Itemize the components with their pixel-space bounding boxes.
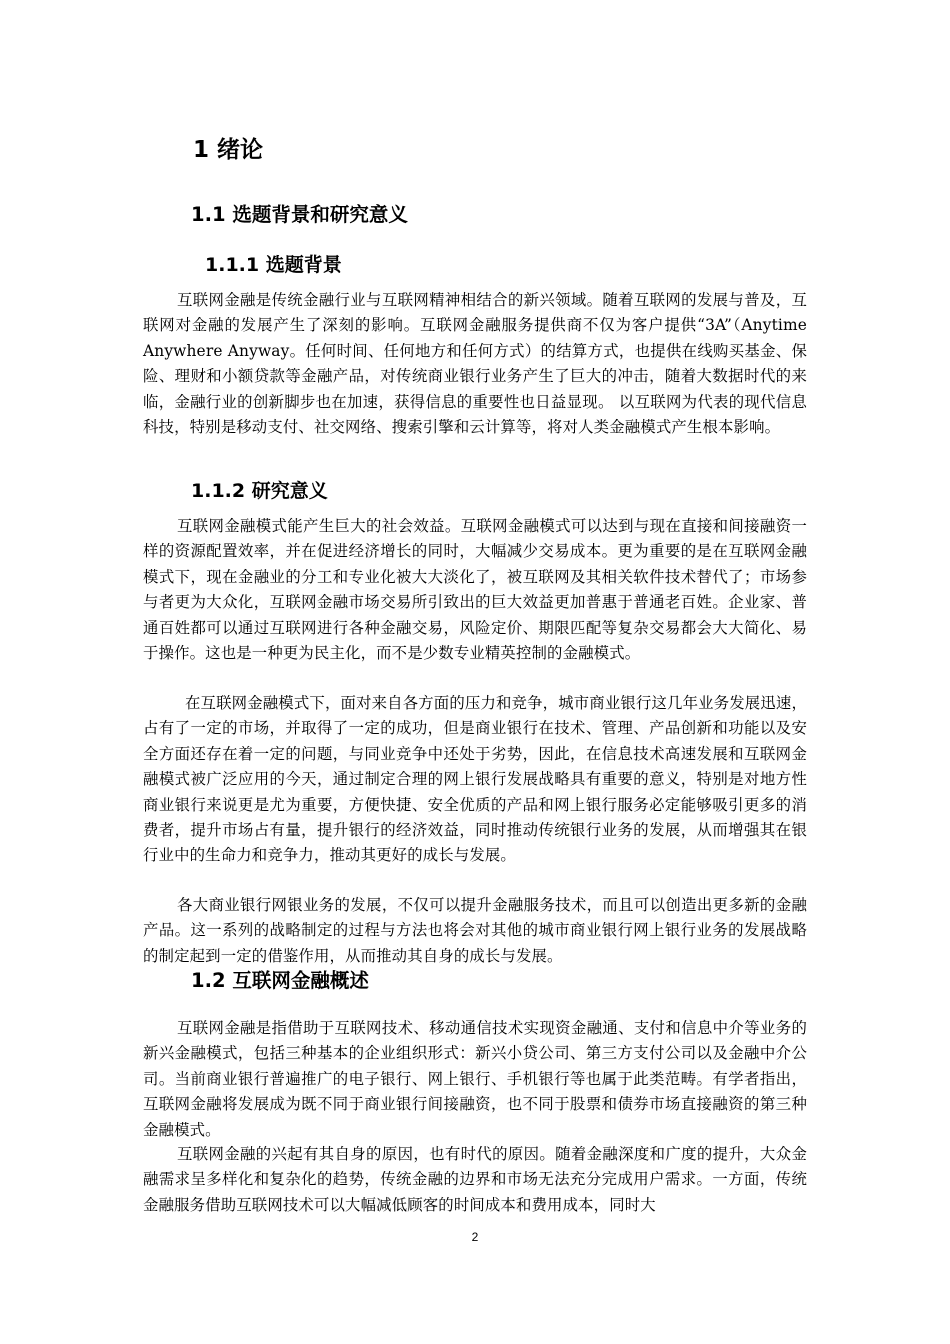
paragraph-overview-2: 互联网金融的兴起有其自身的原因，也有时代的原因。随着金融深度和广度的提升，大众金融需求呈多样化和复杂化的趋势，传统金融的边界和市场无法充分完成用户需求。一方面，传统金融服务借助互联网技术可以大幅减低顾客的时间成本和费用成本，同时大: [143, 1145, 807, 1214]
page-number: 2: [471, 1230, 479, 1244]
paragraph-overview-1: 互联网金融是指借助于互联网技术、移动通信技术实现资金融通、支付和信息中介等业务的新兴金融模式，包括三种基本的企业组织形式：新兴小贷公司、第三方支付公司以及金融中介公司。当前商业银行普遍推广的电子银行、网上银行、手机银行等也属于此类范畴。有学者指出，互联网金融将发展成为既不同于商业银行间接融资，也不同于股票和债券市场直接融资的第三种金融模式。: [143, 1019, 807, 1139]
section-heading-1-1: 1.1 选题背景和研究意义: [191, 203, 408, 226]
chapter-heading: 1 绪论: [193, 137, 264, 163]
paragraph-significance-2: 在互联网金融模式下，面对来自各方面的压力和竞争，城市商业银行这几年业务发展迅速，占有了一定的市场，并取得了一定的成功，但是商业银行在技术、管理、产品创新和功能以及安全方面还存在着一定的问题，与同业竞争中还处于劣势，因此，在信息技术高速发展和互联网金融模式被广泛应用的今天，通过制定合理的网上银行发展战略具有重要的意义，特别是对地方性商业银行来说更是尤为重要，方便快捷、安全优质的产品和网上银行服务必定能够吸引更多的消费者，提升市场占有量，提升银行的经济效益，同时推动传统银行业务的发展，从而增强其在银行业中的生命力和竞争力，推动其更好的成长与发展。: [143, 694, 807, 865]
section-heading-1-2: 1.2 互联网金融概述: [191, 969, 369, 992]
paragraph-significance-1: 互联网金融模式能产生巨大的社会效益。互联网金融模式可以达到与现在直接和间接融资一样的资源配置效率，并在促进经济增长的同时，大幅减少交易成本。更为重要的是在互联网金融模式下，现在金融业的分工和专业化被大大淡化了，被互联网及其相关软件技术替代了；市场参与者更为大众化，互联网金融市场交易所引致出的巨大效益更加普惠于普通老百姓。企业家、普通百姓都可以通过互联网进行各种金融交易，风险定价、期限匹配等复杂交易都会大大简化、易于操作。这也是一种更为民主化，而不是少数专业精英控制的金融模式。: [143, 517, 807, 663]
paragraph-significance-3: 各大商业银行网银业务的发展，不仅可以提升金融服务技术，而且可以创造出更多新的金融产品。这一系列的战略制定的过程与方法也将会对其他的城市商业银行网上银行业务的发展战略的制定起到一定的借鉴作用，从而推动其自身的成长与发展。: [143, 896, 807, 965]
paragraph-background: 互联网金融是传统金融行业与互联网精神相结合的新兴领域。随着互联网的发展与普及，互联网对金融的发展产生了深刻的影响。互联网金融服务提供商不仅为客户提供“3A”（Anytime Anywhere Anyway。任何时间、任何地方和任何方式）的结算方式，也提供在线购买基金、保险、理财和小额贷款等金融产品，对传统商业银行业务产生了巨大的冲击，随着大数据时代的来临，金融行业的创新脚步也在加速，获得信息的重要性也日益显现。 以互联网为代表的现代信息科技，特别是移动支付、社交网络、搜索引擎和云计算等，将对人类金融模式产生根本影响。: [143, 291, 807, 437]
subsection-heading-1-1-2: 1.1.2 研究意义: [191, 480, 328, 502]
subsection-heading-1-1-1: 1.1.1 选题背景: [205, 254, 342, 276]
